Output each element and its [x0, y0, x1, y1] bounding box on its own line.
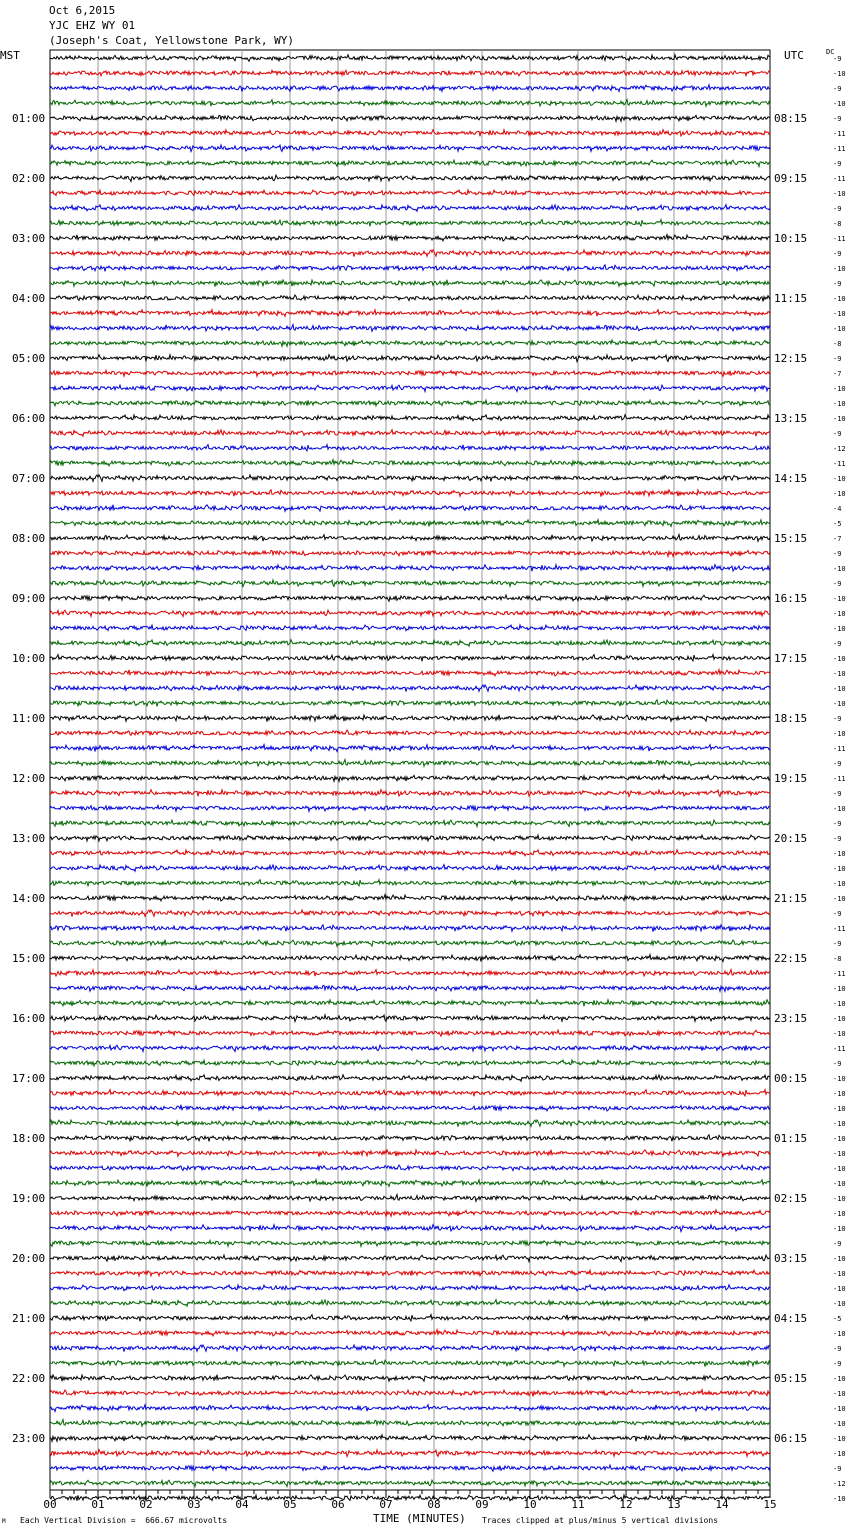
- seismic-trace: [50, 310, 770, 317]
- dc-offset-label: -10: [833, 850, 846, 858]
- seismic-trace: [50, 370, 770, 376]
- seismic-trace: [50, 55, 770, 62]
- seismic-trace: [50, 475, 770, 481]
- seismic-trace: [50, 190, 770, 196]
- dc-offset-label: -10: [833, 625, 846, 633]
- x-tick-label: 08: [427, 1498, 441, 1511]
- seismic-trace: [50, 1375, 770, 1382]
- utc-hour-label: 01:15: [774, 1132, 808, 1145]
- dc-offset-label: -9: [833, 790, 842, 798]
- x-tick-label: 04: [235, 1498, 249, 1511]
- footer-mark: M: [2, 1518, 6, 1525]
- dc-offset-label: -10: [833, 1030, 846, 1038]
- seismic-trace: [50, 205, 770, 212]
- dc-offset-label: -10: [833, 1210, 846, 1218]
- seismic-trace: [50, 520, 770, 527]
- dc-offset-label: -8: [833, 955, 842, 963]
- mst-hour-label: 03:00: [12, 232, 46, 245]
- seismic-trace: [50, 1255, 770, 1261]
- dc-offset-label: -10: [833, 1450, 846, 1458]
- seismic-trace: [50, 1300, 770, 1307]
- utc-hour-label: 14:15: [774, 472, 808, 485]
- seismic-trace: [50, 1435, 770, 1442]
- utc-hour-label: 12:15: [774, 352, 808, 365]
- seismic-trace: [50, 610, 770, 616]
- utc-hour-label: 15:15: [774, 532, 808, 545]
- utc-hour-label: 00:15: [774, 1072, 808, 1085]
- seismic-trace: [50, 1060, 770, 1066]
- station-code: YJC EHZ WY 01: [49, 19, 136, 32]
- dc-offset-label: -12: [833, 445, 846, 453]
- x-tick-label: 07: [379, 1498, 393, 1511]
- seismic-trace: [50, 1210, 770, 1216]
- seismic-trace: [50, 925, 770, 932]
- seismic-trace: [50, 145, 770, 152]
- dc-offset-label: -10: [833, 1420, 846, 1428]
- utc-hour-label: 04:15: [774, 1312, 808, 1325]
- seismic-trace: [50, 1075, 770, 1081]
- seismic-trace: [50, 1345, 770, 1352]
- seismic-trace: [50, 460, 770, 467]
- seismic-trace: [50, 760, 770, 767]
- dc-offset-header: DC: [826, 48, 835, 56]
- seismic-trace: [50, 895, 770, 901]
- utc-hour-label: 23:15: [774, 1012, 808, 1025]
- seismic-trace: [50, 1090, 770, 1097]
- seismic-trace: [50, 880, 770, 887]
- mst-hour-label: 14:00: [12, 892, 46, 905]
- dc-offset-label: -8: [833, 340, 842, 348]
- dc-offset-label: -10: [833, 190, 846, 198]
- seismic-trace: [50, 265, 770, 272]
- dc-offset-label: -9: [833, 940, 842, 948]
- dc-offset-label: -9: [833, 715, 842, 723]
- mst-hour-label: 22:00: [12, 1372, 46, 1385]
- dc-offset-label: -10: [833, 400, 846, 408]
- mst-hour-label: 23:00: [12, 1432, 46, 1445]
- utc-hour-label: 03:15: [774, 1252, 808, 1265]
- dc-offset-label: -9: [833, 280, 842, 288]
- utc-hour-label: 21:15: [774, 892, 808, 905]
- seismic-trace: [50, 1360, 770, 1367]
- seismic-trace: [50, 115, 770, 121]
- dc-offset-label: -9: [833, 550, 842, 558]
- station-location: (Joseph's Coat, Yellowstone Park, WY): [49, 34, 295, 47]
- dc-offset-label: -10: [833, 1495, 846, 1503]
- dc-offset-label: -9: [833, 250, 842, 258]
- dc-offset-label: -5: [833, 1315, 842, 1323]
- seismic-trace: [50, 625, 770, 631]
- x-tick-label: 01: [91, 1498, 105, 1511]
- seismic-trace: [50, 835, 770, 841]
- seismic-trace: [50, 640, 770, 646]
- dc-offset-label: -10: [833, 385, 846, 393]
- x-tick-label: 12: [619, 1498, 633, 1511]
- x-axis-title: TIME (MINUTES): [373, 1512, 466, 1525]
- seismic-trace: [50, 160, 770, 166]
- seismic-trace: [50, 1045, 770, 1051]
- seismic-trace: [50, 220, 770, 227]
- seismic-trace: [50, 655, 770, 662]
- seismic-trace: [50, 100, 770, 107]
- seismic-trace: [50, 745, 770, 752]
- seismic-trace: [50, 730, 770, 736]
- mst-hour-label: 04:00: [12, 292, 46, 305]
- seismic-trace: [50, 955, 770, 962]
- plot-date: Oct 6,2015: [49, 4, 116, 17]
- dc-offset-label: -10: [833, 490, 846, 498]
- seismic-trace: [50, 235, 770, 241]
- dc-offset-label: -10: [833, 1015, 846, 1023]
- dc-offset-label: -11: [833, 775, 846, 783]
- x-tick-label: 05: [283, 1498, 297, 1511]
- dc-offset-label: -11: [833, 235, 846, 243]
- mst-hour-label: 21:00: [12, 1312, 46, 1325]
- seismic-trace: [50, 1495, 770, 1501]
- dc-offset-label: -10: [833, 1255, 846, 1263]
- seismic-trace: [50, 1150, 770, 1157]
- x-tick-label: 03: [187, 1498, 201, 1511]
- dc-offset-label: -10: [833, 310, 846, 318]
- dc-offset-label: -11: [833, 130, 846, 138]
- dc-offset-label: -9: [833, 910, 842, 918]
- seismic-trace: [50, 415, 770, 421]
- seismic-trace: [50, 670, 770, 676]
- scale-note: Each Vertical Division = 666.67 microvolts: [20, 1516, 228, 1525]
- mst-hour-label: 05:00: [12, 352, 46, 365]
- dc-offset-label: -10: [833, 1270, 846, 1278]
- seismic-trace: [50, 1120, 770, 1127]
- dc-offset-label: -9: [833, 640, 842, 648]
- clip-note: Traces clipped at plus/minus 5 vertical divisions: [482, 1516, 719, 1525]
- dc-offset-label: -10: [833, 565, 846, 573]
- dc-offset-label: -10: [833, 1075, 846, 1083]
- seismic-trace: [50, 1180, 770, 1187]
- dc-offset-label: -9: [833, 1360, 842, 1368]
- seismic-trace: [50, 1405, 770, 1412]
- dc-offset-label: -10: [833, 670, 846, 678]
- seismic-trace: [50, 280, 770, 287]
- dc-offset-label: -10: [833, 1135, 846, 1143]
- dc-offset-label: -9: [833, 115, 842, 123]
- seismic-trace: [50, 940, 770, 947]
- dc-offset-label: -9: [833, 1465, 842, 1473]
- seismic-trace: [50, 355, 770, 362]
- dc-offset-label: -10: [833, 475, 846, 483]
- dc-offset-label: -10: [833, 1300, 846, 1308]
- x-tick-label: 14: [715, 1498, 729, 1511]
- dc-offset-label: -9: [833, 1060, 842, 1068]
- dc-offset-label: -10: [833, 610, 846, 618]
- utc-hour-label: 17:15: [774, 652, 808, 665]
- seismic-trace: [50, 130, 770, 137]
- dc-offset-label: -10: [833, 1090, 846, 1098]
- dc-offset-label: -10: [833, 895, 846, 903]
- dc-offset-label: -10: [833, 1375, 846, 1383]
- seismic-trace: [50, 565, 770, 572]
- seismic-trace: [50, 445, 770, 451]
- utc-hour-label: 06:15: [774, 1432, 808, 1445]
- seismic-traces: [50, 55, 770, 1501]
- seismic-trace: [50, 1195, 770, 1202]
- seismic-trace: [50, 715, 770, 722]
- dc-offset-label: -12: [833, 1480, 846, 1488]
- mst-hour-label: 10:00: [12, 652, 46, 665]
- seismic-trace: [50, 1165, 770, 1171]
- utc-hour-label: 02:15: [774, 1192, 808, 1205]
- seismic-trace: [50, 970, 770, 977]
- mst-hour-label: 13:00: [12, 832, 46, 845]
- dc-offset-label: -10: [833, 595, 846, 603]
- seismic-trace: [50, 550, 770, 556]
- seismic-trace: [50, 790, 770, 797]
- seismic-trace: [50, 385, 770, 391]
- dc-offset-label: -9: [833, 160, 842, 168]
- dc-offset-label: -10: [833, 325, 846, 333]
- dc-offset-label: -9: [833, 1345, 842, 1353]
- dc-offset-label: -10: [833, 1180, 846, 1188]
- dc-offset-label: -10: [833, 1120, 846, 1128]
- dc-offset-label: -9: [833, 205, 842, 213]
- utc-hour-label: 13:15: [774, 412, 808, 425]
- x-tick-label: 06: [331, 1498, 345, 1511]
- timezone-right-label: UTC: [784, 49, 804, 62]
- seismic-trace: [50, 1015, 770, 1022]
- mst-hour-label: 16:00: [12, 1012, 46, 1025]
- seismic-trace: [50, 1240, 770, 1246]
- mst-hour-label: 02:00: [12, 172, 46, 185]
- seismic-trace: [50, 1000, 770, 1007]
- utc-hour-label: 09:15: [774, 172, 808, 185]
- seismic-trace: [50, 505, 770, 512]
- dc-offset-label: -4: [833, 505, 842, 513]
- mst-hour-label: 17:00: [12, 1072, 46, 1085]
- seismic-trace: [50, 775, 770, 781]
- seismic-trace: [50, 865, 770, 872]
- dc-offset-label: -9: [833, 580, 842, 588]
- seismic-trace: [50, 250, 770, 257]
- seismic-trace: [50, 910, 770, 917]
- seismic-trace: [50, 535, 770, 542]
- dc-offset-label: -10: [833, 865, 846, 873]
- dc-offset-label: -11: [833, 745, 846, 753]
- dc-offset-label: -7: [833, 535, 842, 543]
- mst-hour-label: 18:00: [12, 1132, 46, 1145]
- dc-offset-label: -10: [833, 880, 846, 888]
- seismic-trace: [50, 340, 770, 346]
- dc-offset-label: -10: [833, 1390, 846, 1398]
- mst-hour-label: 15:00: [12, 952, 46, 965]
- dc-offset-label: -10: [833, 730, 846, 738]
- dc-offset-label: -9: [833, 760, 842, 768]
- seismic-trace: [50, 1465, 770, 1471]
- seismic-trace: [50, 175, 770, 181]
- dc-offset-label: -10: [833, 685, 846, 693]
- dc-offset-label: -10: [833, 985, 846, 993]
- dc-offset-label: -10: [833, 1165, 846, 1173]
- utc-hour-label: 08:15: [774, 112, 808, 125]
- utc-hour-label: 18:15: [774, 712, 808, 725]
- x-tick-label: 15: [763, 1498, 777, 1511]
- seismic-trace: [50, 400, 770, 406]
- x-tick-label: 09: [475, 1498, 489, 1511]
- mst-hour-label: 06:00: [12, 412, 46, 425]
- seismic-trace: [50, 685, 770, 692]
- seismic-trace: [50, 820, 770, 826]
- utc-hour-label: 16:15: [774, 592, 808, 605]
- seismic-trace: [50, 430, 770, 437]
- axis-labels: [12, 55, 846, 1511]
- utc-hour-label: 22:15: [774, 952, 808, 965]
- dc-offset-label: -9: [833, 835, 842, 843]
- seismic-trace: [50, 985, 770, 991]
- seismic-trace: [50, 1225, 770, 1232]
- dc-offset-label: -10: [833, 415, 846, 423]
- seismic-trace: [50, 580, 770, 587]
- mst-hour-label: 11:00: [12, 712, 46, 725]
- utc-hour-label: 10:15: [774, 232, 808, 245]
- x-tick-label: 02: [139, 1498, 153, 1511]
- seismic-trace: [50, 805, 770, 811]
- utc-hour-label: 19:15: [774, 772, 808, 785]
- dc-offset-label: -10: [833, 295, 846, 303]
- dc-offset-label: -10: [833, 1330, 846, 1338]
- timezone-left-label: MST: [0, 49, 20, 62]
- dc-offset-label: -9: [833, 355, 842, 363]
- seismic-trace: [50, 1480, 770, 1486]
- dc-offset-label: -10: [833, 1435, 846, 1443]
- x-tick-label: 11: [571, 1498, 585, 1511]
- utc-hour-label: 05:15: [774, 1372, 808, 1385]
- dc-offset-label: -10: [833, 1285, 846, 1293]
- dc-offset-label: -11: [833, 925, 846, 933]
- seismic-trace: [50, 70, 770, 76]
- dc-offset-label: -9: [833, 1240, 842, 1248]
- dc-offset-label: -10: [833, 1000, 846, 1008]
- seismic-trace: [50, 1390, 770, 1397]
- seismic-trace: [50, 1105, 770, 1111]
- dc-offset-label: -11: [833, 175, 846, 183]
- utc-hour-label: 20:15: [774, 832, 808, 845]
- mst-hour-label: 01:00: [12, 112, 46, 125]
- dc-offset-label: -9: [833, 430, 842, 438]
- seismic-trace: [50, 490, 770, 497]
- dc-offset-label: -10: [833, 1405, 846, 1413]
- seismic-trace: [50, 850, 770, 856]
- seismic-trace: [50, 700, 770, 707]
- dc-offset-label: -11: [833, 145, 846, 153]
- seismic-trace: [50, 1030, 770, 1036]
- seismic-trace: [50, 325, 770, 332]
- seismic-trace: [50, 595, 770, 601]
- seismic-trace: [50, 1135, 770, 1142]
- dc-offset-label: -9: [833, 55, 842, 63]
- dc-offset-label: -8: [833, 220, 842, 228]
- x-tick-label: 13: [667, 1498, 681, 1511]
- dc-offset-label: -10: [833, 1225, 846, 1233]
- seismic-trace: [50, 1330, 770, 1336]
- dc-offset-label: -11: [833, 1045, 846, 1053]
- dc-offset-label: -10: [833, 1105, 846, 1113]
- dc-offset-label: -10: [833, 70, 846, 78]
- dc-offset-label: -7: [833, 370, 842, 378]
- utc-hour-label: 11:15: [774, 292, 808, 305]
- dc-offset-label: -10: [833, 1195, 846, 1203]
- dc-offset-label: -5: [833, 520, 842, 528]
- dc-offset-label: -11: [833, 460, 846, 468]
- seismic-trace: [50, 1315, 770, 1322]
- dc-offset-label: -10: [833, 805, 846, 813]
- mst-hour-label: 07:00: [12, 472, 46, 485]
- x-tick-label: 00: [43, 1498, 57, 1511]
- dc-offset-label: -9: [833, 85, 842, 93]
- mst-hour-label: 12:00: [12, 772, 46, 785]
- mst-hour-label: 09:00: [12, 592, 46, 605]
- seismic-trace: [50, 1270, 770, 1276]
- dc-offset-label: -10: [833, 265, 846, 273]
- dc-offset-label: -10: [833, 700, 846, 708]
- mst-hour-label: 19:00: [12, 1192, 46, 1205]
- seismic-trace: [50, 1420, 770, 1427]
- dc-offset-label: -10: [833, 655, 846, 663]
- seismic-trace: [50, 85, 770, 92]
- seismic-trace: [50, 1450, 770, 1457]
- mst-hour-label: 08:00: [12, 532, 46, 545]
- dc-offset-label: -9: [833, 820, 842, 828]
- x-tick-label: 10: [523, 1498, 537, 1511]
- dc-offset-label: -10: [833, 100, 846, 108]
- seismic-trace: [50, 1285, 770, 1291]
- dc-offset-label: -10: [833, 1150, 846, 1158]
- dc-offset-label: -11: [833, 970, 846, 978]
- mst-hour-label: 20:00: [12, 1252, 46, 1265]
- seismic-trace: [50, 295, 770, 301]
